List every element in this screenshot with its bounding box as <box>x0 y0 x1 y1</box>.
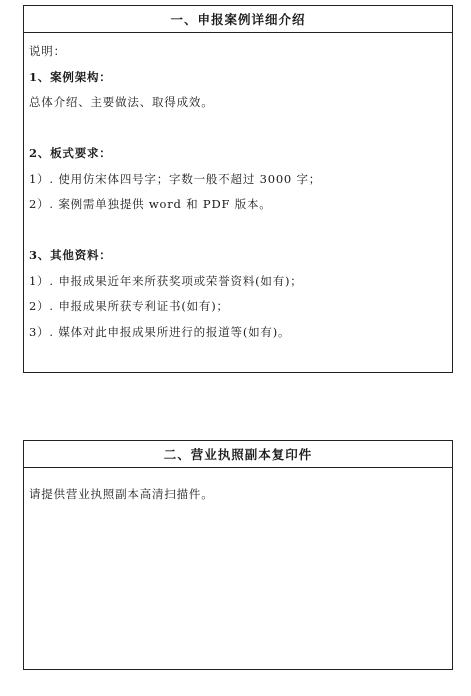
section-title: 一、申报案例详细介绍 <box>24 6 452 33</box>
section-title: 二、营业执照副本复印件 <box>24 441 452 468</box>
format-requirements-heading: 2、板式要求： <box>29 146 112 160</box>
format-requirement-item: 2）. 案例需单独提供 word 和 PDF 版本。 <box>29 197 272 211</box>
spacer <box>29 218 452 244</box>
note-label: 说明： <box>29 44 66 58</box>
section-body <box>24 468 452 508</box>
case-structure-text: 总体介绍、主要做法、取得成效。 <box>29 95 214 109</box>
case-structure-heading: 1、案例架构： <box>29 69 112 84</box>
business-license-instruction: 请提供营业执照副本高清扫描件。 <box>29 487 214 501</box>
other-material-item: 3）. 媒体对此申报成果所进行的报道等(如有)。 <box>29 324 291 339</box>
business-license-section <box>23 440 453 670</box>
section-body <box>24 33 452 345</box>
format-requirement-item: 1）. 使用仿宋体四号字；字数一般不超过 3000 字； <box>29 171 322 186</box>
other-materials-heading: 3、其他资料： <box>29 248 112 262</box>
spacer <box>29 116 452 142</box>
case-introduction-section <box>23 5 453 373</box>
other-material-item: 2）. 申报成果所获专利证书(如有)； <box>29 299 229 313</box>
other-material-item: 1）. 申报成果近年来所获奖项或荣誉资料(如有)； <box>29 273 303 288</box>
